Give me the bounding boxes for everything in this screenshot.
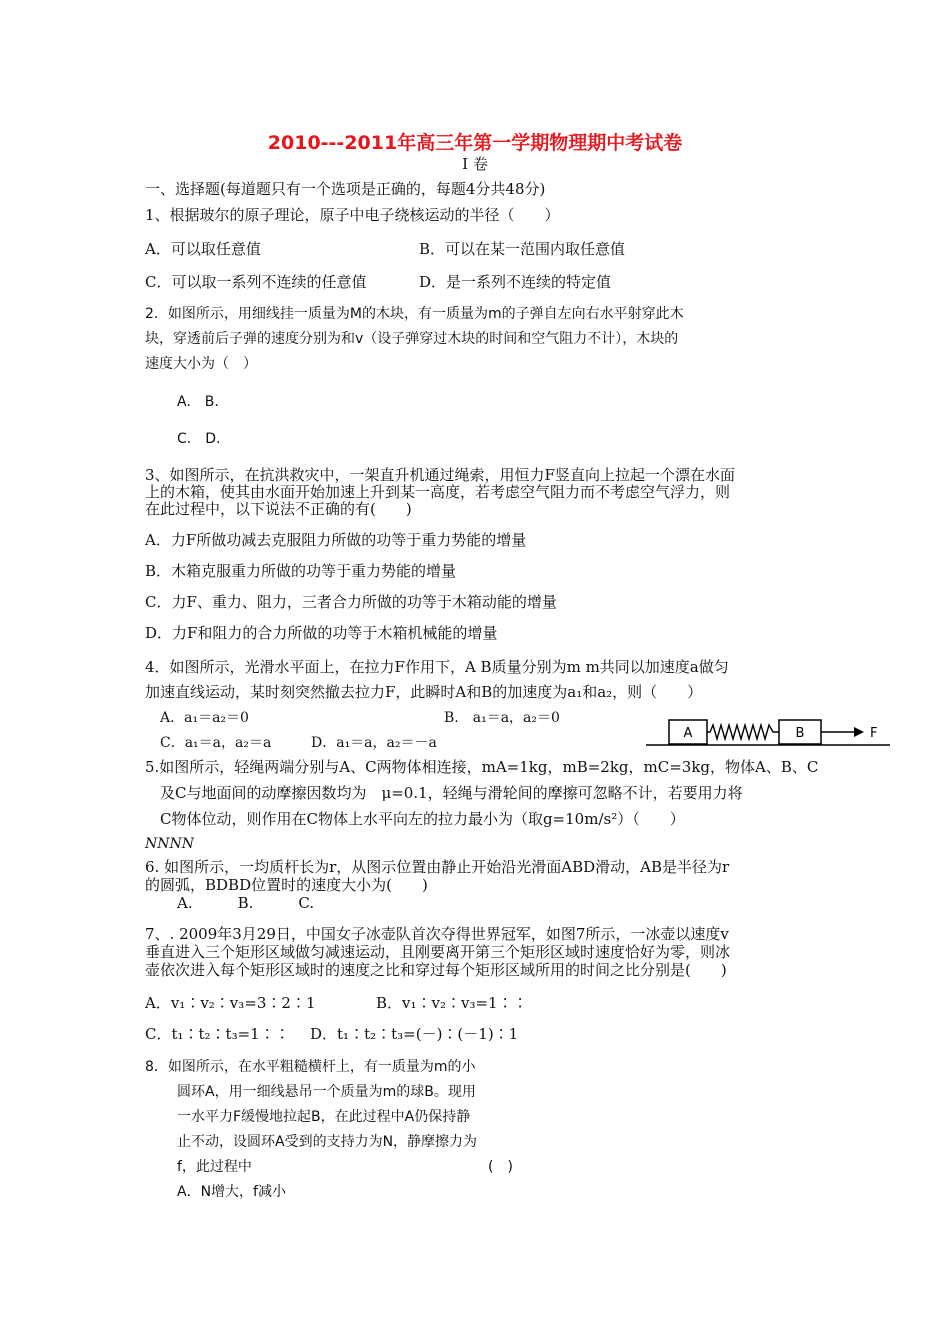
q4-figure — [640, 712, 900, 752]
q8-answer-paren: ( ) — [488, 1159, 513, 1175]
q7-option-c: C．t₁∶t₂∶t₃=1∶∶ — [145, 1025, 290, 1043]
q4-option-d: D．a₁＝a，a₂＝－a — [311, 735, 437, 751]
q3-line-1: 3、如图所示，在抗洪救灾中，一架直升机通过绳索，用恒力F竖直向上拉起一个漂在水面 — [145, 466, 735, 484]
q7-option-a: A．v₁∶v₂∶v₃=3∶2∶1 — [145, 994, 316, 1012]
block-b-label: B — [795, 726, 805, 741]
q8-option-a: A．N增大，f减小 — [177, 1184, 286, 1200]
q5-line-4: NNNN — [145, 836, 194, 852]
q8-line-5: f，此过程中 — [177, 1159, 252, 1175]
q7-line-3: 壶依次进入每个矩形区域时的速度之比和穿过每个矩形区域所用的时间之比分别是( ) — [145, 961, 727, 979]
q1-option-d: D．是一系列不连续的特定值 — [419, 273, 612, 291]
section-heading: 一、选择题(每道题只有一个选项是正确的，每题4分共48分) — [145, 180, 546, 198]
q7-option-b: B．v₁∶v₂∶v₃=1∶∶ — [376, 994, 528, 1012]
q1-option-b: B．可以在某一范围内取任意值 — [419, 240, 626, 258]
force-label: F — [870, 726, 878, 741]
q5-line-3: C物体位动，则作用在C物体上水平向左的拉力最小为（取g=10m/s²）（ ） — [160, 810, 685, 828]
q1-option-a: A．可以取任意值 — [145, 240, 261, 258]
q8-line-3: 一水平力F缓慢地拉起B，在此过程中A仍保持静 — [177, 1109, 471, 1125]
q7-option-d: D．t₁∶t₂∶t₃=(－)∶(－1)∶1 — [310, 1025, 519, 1043]
q5-line-1: 5.如图所示，轻绳两端分别与A、C两物体相连接，mA=1kg，mB=2kg，mC=3kg，物体A、B、C — [145, 758, 819, 776]
q7-line-2: 垂直进入三个矩形区域做匀减速运动，且刚要离开第三个矩形区域时速度恰好为零，则冰 — [145, 943, 731, 961]
q2-line-3: 速度大小为（ ） — [145, 356, 257, 372]
part-label: Ⅰ 卷 — [462, 155, 488, 173]
q3-option-d: D．力F和阻力的合力所做的功等于木箱机械能的增量 — [145, 624, 498, 642]
q3-line-2: 上的木箱，使其由水面开始加速上升到某一高度，若考虑空气阻力而不考虑空气浮力，则 — [145, 483, 731, 501]
q6-line-1: 6. 如图所示，一均质杆长为r，从图示位置由静止开始沿光滑面ABD滑动，AB是半径为r — [145, 858, 730, 876]
q4-option-c: C．a₁＝a，a₂＝a — [160, 735, 272, 751]
q2-options-cd: C. D. — [177, 431, 221, 447]
q4-option-a: A．a₁＝a₂＝0 — [160, 710, 249, 726]
q6-line-2: 的圆弧，BDBD位置时的速度大小为( ) — [145, 876, 428, 894]
q5-line-2: 及C与地面间的动摩擦因数均为 μ=0.1，轻绳与滑轮间的摩擦可忽略不计，若要用力将 — [160, 784, 743, 802]
q4-line-1: 4．如图所示，光滑水平面上，在拉力F作用下，A B质量分别为m m共同以加速度a做匀 — [145, 658, 729, 676]
q3-option-b: B．木箱克服重力所做的功等于重力势能的增量 — [145, 562, 457, 580]
q1-option-c: C．可以取一系列不连续的任意值 — [145, 273, 367, 291]
q3-option-c: C．力F、重力、阻力，三者合力所做的功等于木箱动能的增量 — [145, 593, 557, 611]
q2-line-1: 2．如图所示，用细线挂一质量为M的木块，有一质量为m的子弹自左向右水平射穿此木 — [145, 306, 684, 322]
q8-line-2: 圆环A，用一细线悬吊一个质量为m的球B。现用 — [177, 1084, 476, 1100]
q2-options-ab: A. B. — [177, 394, 219, 410]
force-arrow-head — [854, 727, 864, 737]
q8-line-4: 止不动，设圆环A受到的支持力为N，静摩擦力为 — [177, 1134, 478, 1150]
q3-option-a: A．力F所做功减去克服阻力所做的功等于重力势能的增量 — [145, 531, 527, 549]
q3-line-3: 在此过程中，以下说法不正确的有( ) — [145, 500, 412, 518]
q1-stem: 1、根据玻尔的原子理论，原子中电子绕核运动的半径（ ） — [145, 206, 560, 224]
q2-line-2: 块，穿透前后子弹的速度分别为和v（设子弹穿过木块的时间和空气阻力不计），木块的 — [145, 331, 679, 347]
block-a-label: A — [683, 726, 693, 741]
q6-options: A. B. C. — [177, 894, 315, 912]
q7-line-1: 7、. 2009年3月29日，中国女子冰壶队首次夺得世界冠军，如图7所示，一冰壶以速度v — [145, 925, 729, 943]
page-title: 2010---2011年高三年第一学期物理期中考试卷 — [267, 132, 683, 154]
q8-line-1: 8．如图所示，在水平粗糙横杆上，有一质量为m的小 — [145, 1059, 476, 1075]
spring — [707, 725, 779, 739]
q4-line-2: 加速直线运动，某时刻突然撤去拉力F，此瞬时A和B的加速度为a₁和a₂，则（ ） — [145, 683, 703, 701]
q4-option-b: B. a₁＝a，a₂＝0 — [444, 710, 560, 726]
